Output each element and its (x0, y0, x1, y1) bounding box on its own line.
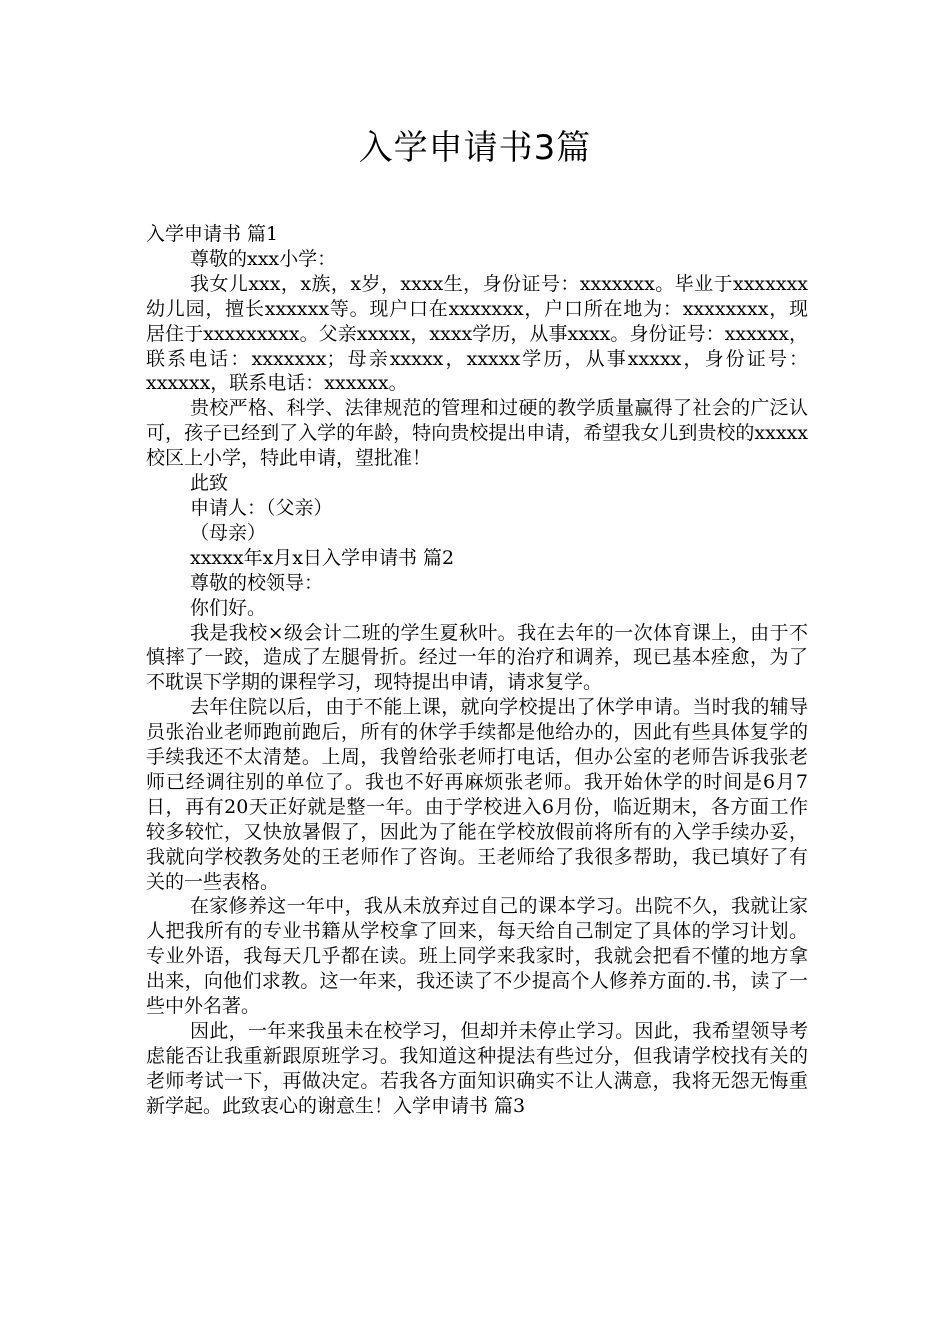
document-body (146, 222, 808, 1119)
body-paragraph: 在家修养这一年中，我从未放弃过自己的课本学习。出院不久，我就让家人把我所有的专业书籍从学校拿了回来，每天给自己制定了具体的学习计划。专业外语，我每天几乎都在读。班上同学来我家时，我就会把看不懂的地方拿出来，向他们求教。这一年来，我还读了不少提高个人修养方面的.书，读了一些中外名著。 (146, 895, 808, 1018)
date-and-section-heading: xxxxx年x月x日入学申请书 篇2 (190, 546, 455, 569)
document-title: 入学申请书3篇 (358, 128, 592, 168)
body-paragraph: 因此，一年来我虽未在校学习，但却并未停止学习。因此，我希望领导考虑能否让我重新跟原班学习。我知道这种提法有些过分，但我请学校找有关的老师考试一下，再做决定。若我各方面知识确实不让人满意，我将无怨无悔重新学起。此致衷心的谢意生！入学申请书 篇3 (146, 1020, 808, 1117)
body-paragraph: 贵校严格、科学、法律规范的管理和过硬的教学质量赢得了社会的广泛认可，孩子已经到了入学的年龄，特向贵校提出申请，希望我女儿到贵校的xxxxx校区上小学，特此申请，望批准！ (146, 397, 808, 470)
body-paragraph: 我女儿xxx，x族，x岁，xxxx生，身份证号：xxxxxxx。毕业于xxxxxxx幼儿园，擅长xxxxxx等。现户口在xxxxxxx，户口所在地为：xxxxxxxx，现居住于xxxxxxxxx。父亲xxxxx，xxxx学历，从事xxxx。身份证号：xxxxxx，联系电话：xxxxxxx；母亲xxxxx，xxxxx学历，从事xxxxx，身份证号：xxxxxx，联系电话：xxxxxx。 (146, 272, 808, 395)
salutation: 尊敬的校领导： (190, 571, 324, 594)
section-heading: 入学申请书 篇1 (146, 223, 279, 245)
body-paragraph: 去年住院以后，由于不能上课，就向学校提出了休学申请。当时我的辅导员张治业老师跑前跑后，所有的休学手续都是他给办的，因此有些具体复学的手续我还不太清楚。上周，我曾给张老师打电话，但办公室的老师告诉我张老师已经调往别的单位了。我也不好再麻烦张老师。我开始休学的时间是6月7日，再有20天正好就是整一年。由于学校进入6月份，临近期末，各方面工作较多较忙，又快放暑假了，因此为了能在学校放假前将所有的入学手续办妥，我就向学校教务处的王老师作了咨询。王老师给了我很多帮助，我已填好了有关的一些表格。 (146, 696, 808, 893)
body-paragraph: 我是我校×级会计二班的学生夏秋叶。我在去年的一次体育课上，由于不慎摔了一跤，造成了左腿骨折。经过一年的治疗和调养，现已基本痊愈，为了不耽误下学期的课程学习，现特提出申请，请求复学。 (146, 621, 808, 694)
closing-line: 此致 (190, 472, 229, 495)
greeting-line: 你们好。 (190, 596, 267, 619)
applicant-line: （母亲） (190, 521, 267, 544)
applicant-line: 申请人：（父亲） (190, 496, 333, 519)
salutation: 尊敬的xxx小学： (190, 247, 337, 270)
